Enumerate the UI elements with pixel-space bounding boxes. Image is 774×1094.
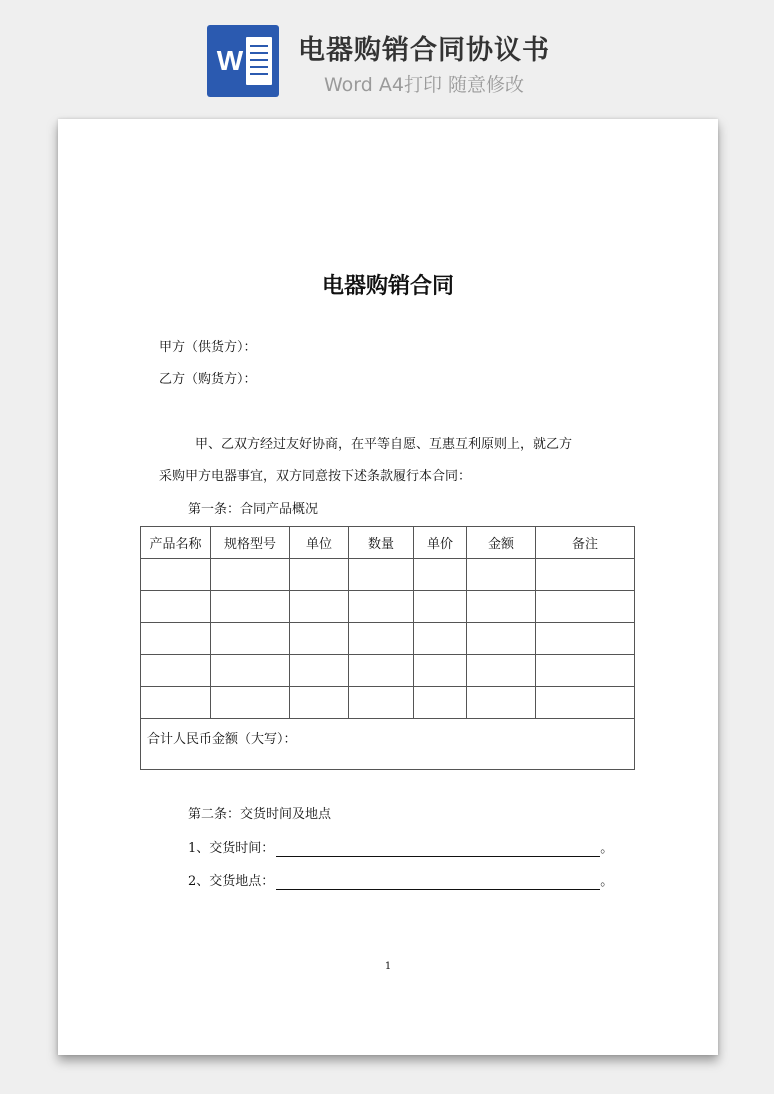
table-cell <box>414 559 467 591</box>
table-header-cell: 产品名称 <box>141 527 211 559</box>
table-cell <box>536 559 635 591</box>
table-row <box>141 591 635 623</box>
table-cell <box>211 559 290 591</box>
document-page <box>58 119 718 1055</box>
table-cell <box>349 623 414 655</box>
delivery-place-blank <box>276 875 600 890</box>
table-cell <box>467 655 536 687</box>
table-cell <box>290 623 349 655</box>
delivery-place-line <box>188 874 613 890</box>
banner <box>0 0 774 120</box>
table-header-cell: 数量 <box>349 527 414 559</box>
table-cell <box>467 591 536 623</box>
article-1-heading: 第一条：合同产品概况 <box>188 502 319 517</box>
total-amount-label: 合计人民币金额（大写）： <box>141 719 635 770</box>
table-header-row <box>141 527 635 559</box>
table-row <box>141 655 635 687</box>
table-cell <box>141 687 211 719</box>
delivery-place-label: 2、交货地点： <box>188 874 275 889</box>
page-number: 1 <box>384 961 392 972</box>
table-row <box>141 623 635 655</box>
table-cell <box>414 655 467 687</box>
word-logo-letter: W <box>216 45 244 76</box>
delivery-time-line <box>188 841 613 857</box>
table-cell <box>467 559 536 591</box>
delivery-place-period: 。 <box>600 874 614 889</box>
table-cell <box>467 687 536 719</box>
table-header-cell: 单价 <box>414 527 467 559</box>
table-cell <box>141 623 211 655</box>
delivery-time-blank <box>276 842 600 857</box>
table-cell <box>536 591 635 623</box>
table-cell <box>349 591 414 623</box>
delivery-time-label: 1、交货时间： <box>188 841 275 856</box>
party-a-line: 甲方（供货方）： <box>159 340 257 355</box>
table-cell <box>414 591 467 623</box>
document-lines-icon <box>246 37 272 85</box>
table-cell <box>349 687 414 719</box>
table-cell <box>290 655 349 687</box>
table-cell <box>211 655 290 687</box>
article-2-heading: 第二条：交货时间及地点 <box>188 807 332 822</box>
document-title: 电器购销合同 <box>321 274 454 299</box>
table-total-row <box>141 719 635 770</box>
table-cell <box>414 687 467 719</box>
table-cell <box>211 623 290 655</box>
product-table <box>140 526 635 770</box>
table-header-cell: 单位 <box>290 527 349 559</box>
table-header-cell: 规格型号 <box>211 527 290 559</box>
table-cell <box>141 559 211 591</box>
table-cell <box>467 623 536 655</box>
table-cell <box>211 687 290 719</box>
table-cell <box>536 655 635 687</box>
table-row <box>141 559 635 591</box>
table-cell <box>141 655 211 687</box>
table-cell <box>290 559 349 591</box>
table-cell <box>536 623 635 655</box>
table-cell <box>290 591 349 623</box>
intro-paragraph-line-2: 采购甲方电器事宜，双方同意按下述条款履行本合同： <box>159 469 472 484</box>
table-row <box>141 687 635 719</box>
banner-subtitle: Word A4打印 随意修改 <box>324 74 525 96</box>
banner-title: 电器购销合同协议书 <box>298 35 550 66</box>
table-cell <box>349 655 414 687</box>
delivery-time-period: 。 <box>600 841 614 856</box>
table-cell <box>141 591 211 623</box>
table-cell <box>290 687 349 719</box>
table-cell <box>536 687 635 719</box>
party-b-line: 乙方（购货方）： <box>159 372 257 387</box>
table-header-cell: 备注 <box>536 527 635 559</box>
word-logo-icon <box>207 25 279 97</box>
intro-paragraph-line-1: 甲、乙双方经过友好协商，在平等自愿、互惠互利原则上，就乙方 <box>195 437 573 452</box>
table-cell <box>349 559 414 591</box>
table-cell <box>211 591 290 623</box>
table-cell <box>414 623 467 655</box>
table-header-cell: 金额 <box>467 527 536 559</box>
